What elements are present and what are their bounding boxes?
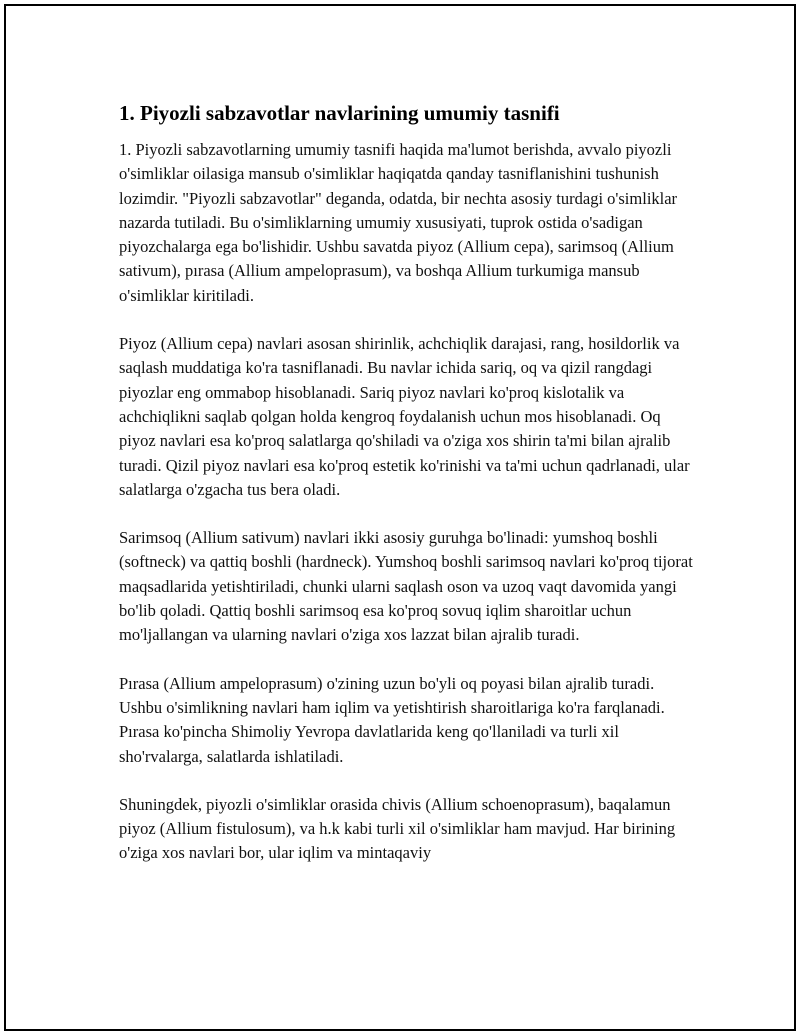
document-body [119,100,699,890]
page-frame [4,4,796,1031]
document-title: 1. Piyozli sabzavotlar navlarining umumiy tasnifi [119,101,560,125]
paragraph-onion: Piyoz (Allium cepa) navlari asosan shirinlik, achchiqlik darajasi, rang, hosildorlik va saqlash muddatiga ko'ra tasniflanadi. Bu navlar ichida sariq, oq va qizil rangdagi piyozlar eng ommabop hisoblanadi. Sariq piyoz navlari ko'proq kislotalik va achchiqlikni saqlab qolgan holda kengroq foydalanish uchun mos hisoblanadi. Oq piyoz navlari esa ko'proq salatlarga qo'shiladi va o'ziga xos shirin ta'mi bilan ajralib turadi. Qizil piyoz navlari esa ko'proq estetik ko'rinishi va ta'mi uchun qadrlanadi, ular salatlarga o'zgacha tus bera oladi. [119,334,690,499]
paragraph-intro: 1. Piyozli sabzavotlarning umumiy tasnifi haqida ma'lumot berishda, avvalo piyozli o'simliklar oilasiga mansub o'simliklar haqiqatda qanday tasniflanishini tushunish lozimdir. "Piyozli sabzavotlar" deganda, odatda, bir nechta asosiy turdagi o'simliklar nazarda tutiladi. Bu o'simliklarning umumiy xususiyati, tuprok ostida o'sadigan piyozchalarga ega bo'lishidir. Ushbu savatda piyoz (Allium cepa), sarimsoq (Allium sativum), pırasa (Allium ampeloprasum), va boshqa Allium turkumiga mansub o'simliklar kiritiladi. [119,140,678,305]
paragraph-other-alliums: Shuningdek, piyozli o'simliklar orasida chivis (Allium schoenoprasum), baqalamun piyoz (Allium fistulosum), va h.k kabi turli xil o'simliklar ham mavjud. Har birining o'ziga xos navlari bor, ular iqlim va mintaqaviy [119,794,676,863]
paragraph-garlic: Sarimsoq (Allium sativum) navlari ikki asosiy guruhga bo'linadi: yumshoq boshli (softneck) va qattiq boshli (hardneck). Yumshoq boshli sarimsoq navlari ko'proq tijorat maqsadlarida yetishtiriladi, chunki ularni saqlash oson va uzoq vaqt davomida yangi bo'lib qoladi. Qattiq boshli sarimsoq esa ko'proq sovuq iqlim sharoitlar uchun mo'ljallangan va ularning navlari o'ziga xos lazzat bilan ajralib turadi. [119,528,693,645]
paragraph-leek: Pırasa (Allium ampeloprasum) o'zining uzun bo'yli oq poyasi bilan ajralib turadi. Ushbu o'simlikning navlari ham iqlim va yetishtirish sharoitlariga ko'ra farqlanadi. Pırasa ko'pincha Shimoliy Yevropa davlatlarida keng qo'llaniladi va turli xil sho'rvalarga, salatlarda ishlatiladi. [119,673,665,766]
